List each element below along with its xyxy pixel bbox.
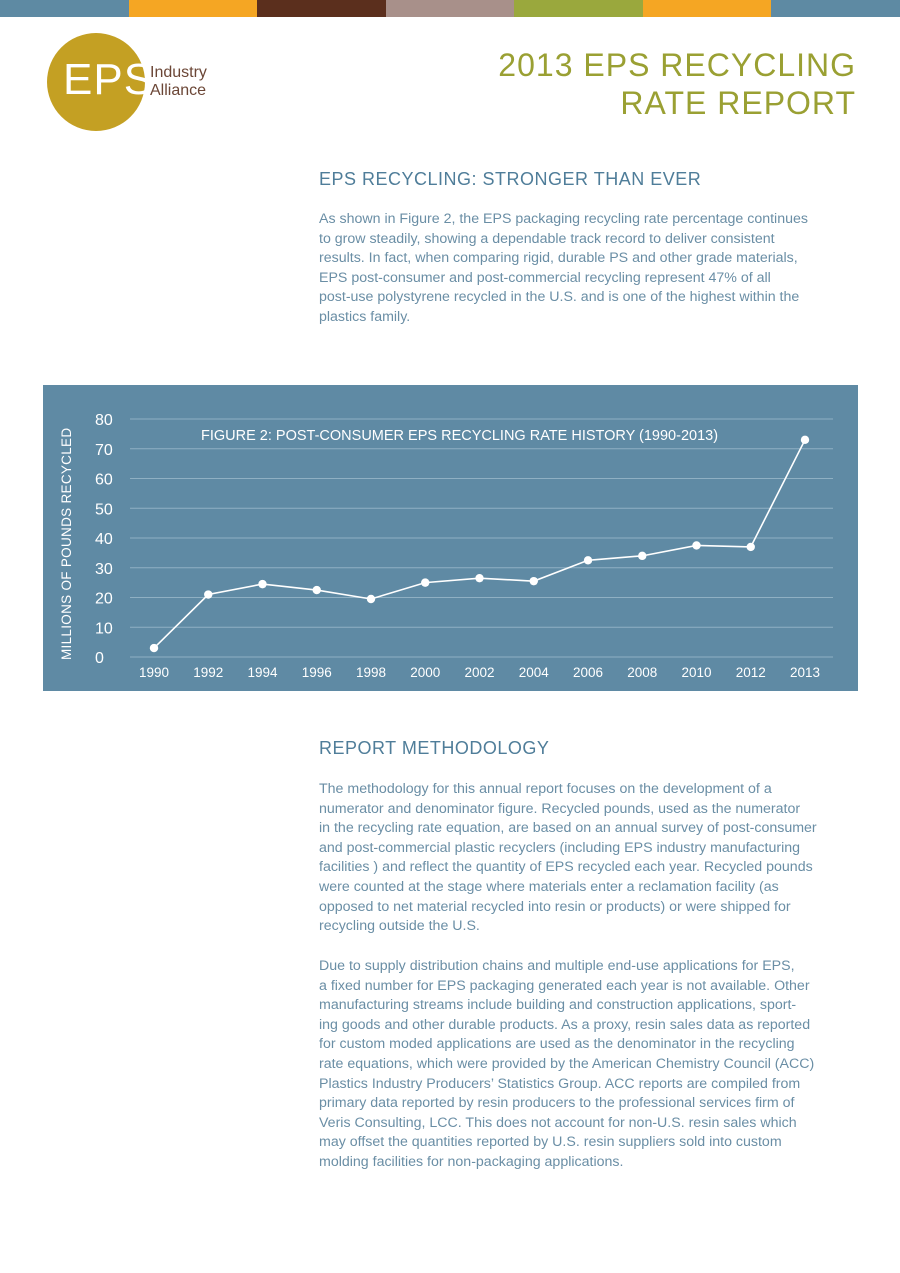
- line-chart: [43, 385, 858, 691]
- x-tick-label: 1992: [193, 665, 224, 680]
- chart-canvas: [43, 385, 858, 691]
- text-line: results. In fact, when comparing rigid, durable PS and other grade materials,: [319, 250, 798, 267]
- data-point: [475, 574, 483, 582]
- page-title-line1: 2013 EPS RECYCLING: [498, 47, 856, 83]
- logo-text-line2: Alliance: [150, 82, 207, 99]
- y-tick-label: 0: [95, 650, 104, 667]
- text-line: Plastics Industry Producers’ Statistics Group. ACC reports are compiled from: [319, 1075, 801, 1092]
- text-line: for custom moded applications are used as the denominator in the recycling: [319, 1036, 795, 1053]
- page-title-line2: RATE REPORT: [620, 85, 856, 121]
- x-tick-label: 2004: [518, 665, 549, 680]
- text-line: Due to supply distribution chains and multiple end-use applications for EPS,: [319, 958, 795, 974]
- eps-industry-alliance-logo: [47, 33, 227, 133]
- series-line: [154, 440, 805, 648]
- y-tick-label: 50: [95, 501, 113, 519]
- text-line: Veris Consulting, LCC. This does not account for non-U.S. resin sales which: [319, 1114, 797, 1131]
- text-line: in the recycling rate equation, are based on an annual survey of post-consumer: [319, 820, 817, 837]
- x-tick-label: 2006: [572, 665, 604, 680]
- text-line: The methodology for this annual report focuses on the development of a: [319, 781, 772, 797]
- text-line: manufacturing streams include building and construction applications, sport-: [319, 997, 797, 1014]
- x-tick-label: 2013: [789, 665, 821, 680]
- x-tick-label: 2012: [735, 665, 766, 680]
- text-line: and post-commercial plastic recyclers (including EPS industry manufacturing: [319, 839, 800, 856]
- x-tick-label: 2000: [410, 665, 441, 680]
- section-heading-methodology: REPORT METHODOLOGY: [319, 738, 550, 758]
- data-point: [204, 590, 212, 598]
- text-line: ing goods and other durable products. As a proxy, resin sales data as reported: [319, 1016, 811, 1033]
- y-tick-label: 10: [95, 620, 113, 638]
- text-line: plastics family.: [319, 308, 411, 325]
- color-stripe: [514, 0, 643, 17]
- text-line: a fixed number for EPS packaging generated each year is not available. Other: [319, 977, 810, 994]
- section-heading-recycling: EPS RECYCLING: STRONGER THAN EVER: [319, 169, 702, 189]
- data-point: [584, 556, 592, 564]
- logo-text: [150, 64, 207, 100]
- data-point: [747, 543, 755, 551]
- text-line: numerator and denominator figure. Recycled pounds, used as the numerator: [319, 800, 801, 817]
- data-point: [367, 595, 375, 603]
- y-tick-label: 70: [95, 441, 113, 459]
- chart-y-axis-label: MILLIONS OF POUNDS RECYCLED: [59, 427, 74, 660]
- data-point: [801, 436, 809, 444]
- methodology-paragraph-2: [319, 957, 864, 1173]
- x-tick-label: 1994: [247, 665, 278, 680]
- x-tick-label: 1998: [355, 665, 387, 680]
- data-point: [692, 541, 700, 549]
- y-tick-label: 20: [95, 590, 113, 608]
- data-point: [258, 580, 266, 588]
- data-point: [421, 578, 429, 586]
- data-point: [530, 577, 538, 585]
- top-color-bar: [0, 0, 900, 17]
- text-line: post-use polystyrene recycled in the U.S. and is one of the highest within the: [319, 289, 800, 306]
- text-line: may offset the quantities reported by U.S. resin suppliers sold into custom: [319, 1134, 782, 1151]
- x-tick-label: 2010: [681, 665, 712, 680]
- data-point: [638, 552, 646, 560]
- section-recycling-paragraph: [319, 210, 864, 328]
- text-line: As shown in Figure 2, the EPS packaging recycling rate percentage continues: [319, 211, 808, 227]
- color-stripe: [771, 0, 900, 17]
- text-line: EPS post-consumer and post-commercial recycling represent 47% of all: [319, 269, 771, 286]
- chart-title: FIGURE 2: POST-CONSUMER EPS RECYCLING RATE HISTORY (1990-2013): [201, 428, 719, 444]
- y-tick-label: 40: [95, 531, 113, 548]
- x-tick-label: 2008: [627, 665, 658, 680]
- text-line: recycling outside the U.S.: [319, 918, 480, 935]
- text-line: opposed to net material recycled into resin or products) or were shipped for: [319, 898, 791, 915]
- x-tick-label: 2002: [464, 665, 495, 680]
- page-title: [498, 46, 856, 122]
- y-tick-label: 80: [95, 412, 113, 429]
- logo-text-line1: Industry: [150, 64, 207, 81]
- y-tick-label: 60: [95, 471, 113, 489]
- logo-mark: EPS: [63, 55, 155, 104]
- color-stripe: [257, 0, 386, 17]
- color-stripe: [129, 0, 258, 17]
- text-line: primary data reported by resin producers to the professional services firm of: [319, 1095, 795, 1112]
- methodology-paragraph-1: [319, 780, 864, 937]
- color-stripe: [386, 0, 515, 17]
- color-stripe: [0, 0, 129, 17]
- data-point: [313, 586, 321, 594]
- data-point: [150, 644, 158, 652]
- x-tick-label: 1996: [301, 665, 332, 680]
- x-tick-label: 1990: [138, 665, 170, 680]
- color-stripe: [643, 0, 772, 17]
- text-line: rate equations, which were provided by the American Chemistry Council (ACC): [319, 1055, 815, 1072]
- text-line: molding facilities for non-packaging applications.: [319, 1153, 624, 1170]
- text-line: were counted at the stage where materials enter a reclamation facility (as: [319, 878, 779, 895]
- text-line: facilities ) and reflect the quantity of EPS recycled each year. Recycled pounds: [319, 859, 813, 876]
- y-tick-label: 30: [95, 560, 113, 578]
- text-line: to grow steadily, showing a dependable track record to deliver consistent: [319, 230, 775, 247]
